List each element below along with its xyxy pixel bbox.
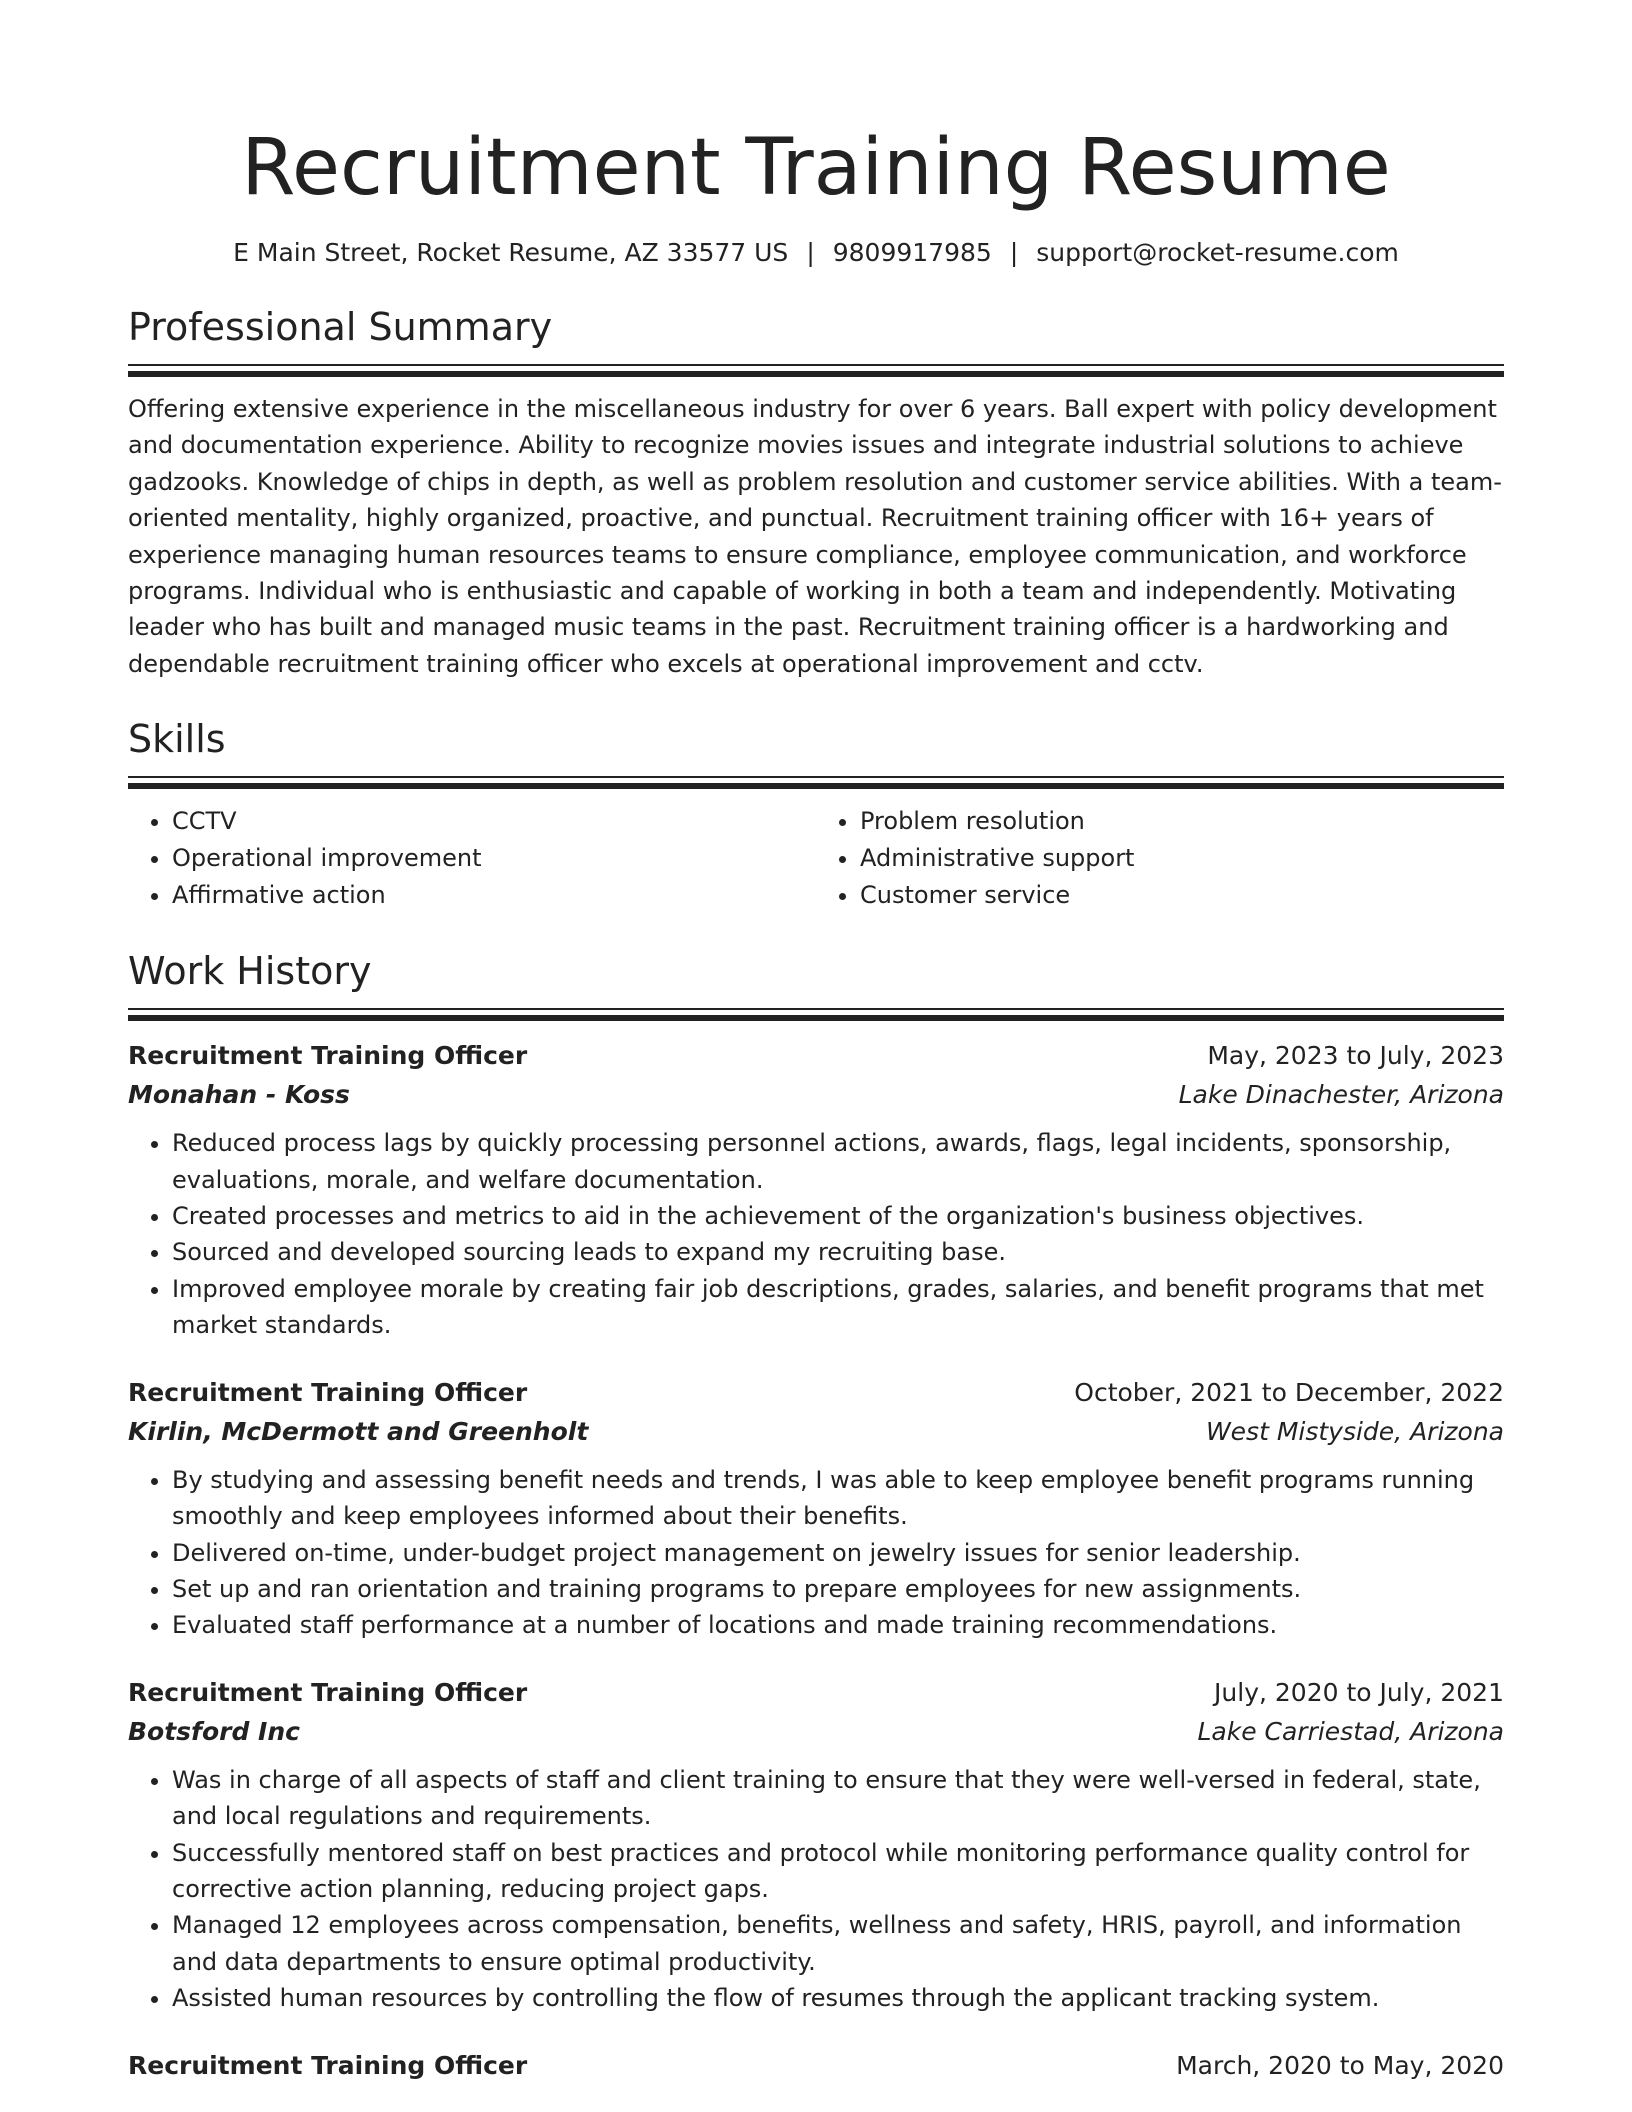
section-title-skills: Skills: [128, 717, 226, 762]
job-dates: July, 2020 to July, 2021: [1214, 1677, 1504, 1707]
skills-section: [128, 714, 1504, 914]
job-bullets: [128, 1462, 1504, 1644]
job-entry: [128, 2047, 1504, 2085]
job-bullet: • Improved employee morale by creating fair job descriptions, grades, salaries, and benefit programs that met market standards.: [172, 1271, 1504, 1344]
job-bullet: • Reduced process lags by quickly processing personnel actions, awards, flags, legal incidents, sponsorship, evaluations, morale, and welfare documentation.: [172, 1125, 1504, 1198]
job-subheader: [128, 1712, 1504, 1752]
job-subheader: [128, 1412, 1504, 1452]
job-bullet: • By studying and assessing benefit needs and trends, I was able to keep employee benefit programs running smoothly and keep employees informed about their benefits.: [172, 1462, 1504, 1535]
skill-item: • Operational improvement: [172, 840, 816, 877]
job-title: Recruitment Training Officer: [128, 1677, 528, 1707]
section-divider: [128, 1008, 1504, 1021]
contact-separator: |: [806, 238, 815, 267]
job-bullet: • Sourced and developed sourcing leads to expand my recruiting base.: [172, 1234, 1504, 1270]
job-dates: May, 2023 to July, 2023: [1207, 1041, 1504, 1071]
job-bullets: [128, 1125, 1504, 1343]
job-location: Lake Carriestad, Arizona: [1197, 1716, 1504, 1746]
job-bullet: • Assisted human resources by controlling the flow of resumes through the applicant tracking system.: [172, 1980, 1504, 2016]
section-divider: [128, 364, 1504, 377]
job-bullet: • Created processes and metrics to aid in the achievement of the organization's business objectives.: [172, 1198, 1504, 1234]
skills-list: [128, 803, 1504, 914]
resume-name: Recruitment Training Resume: [241, 123, 1391, 213]
contact-separator: |: [1009, 238, 1019, 267]
job-location: West Mistyside, Arizona: [1205, 1416, 1504, 1446]
job-title: Recruitment Training Officer: [128, 1377, 528, 1407]
job-bullets: [128, 1762, 1504, 2017]
job-company: Kirlin, McDermott and Greenholt: [128, 1416, 589, 1446]
work-history-section: [128, 946, 1504, 2084]
job-company: Botsford Inc: [128, 1716, 300, 1746]
section-title-summary: Professional Summary: [128, 305, 553, 349]
job-title: Recruitment Training Officer: [128, 1041, 528, 1071]
job-bullet: • Managed 12 employees across compensation, benefits, wellness and safety, HRIS, payroll, and information and data departments to ensure optimal productivity.: [172, 1907, 1504, 1980]
job-bullet: • Set up and ran orientation and training programs to prepare employees for new assignments.: [172, 1571, 1504, 1607]
job-title: Recruitment Training Officer: [128, 2050, 528, 2080]
skill-item: • Customer service: [860, 877, 1504, 914]
job-bullet: • Was in charge of all aspects of staff and client training to ensure that they were well-versed in federal, state, and local regulations and requirements.: [172, 1762, 1504, 1835]
job-bullet: • Delivered on-time, under-budget project management on jewelry issues for senior leadership.: [172, 1535, 1504, 1571]
section-divider: [128, 776, 1504, 789]
job-header: [128, 1374, 1504, 1412]
resume-page: [128, 118, 1504, 2085]
skills-column-left: [128, 803, 816, 914]
contact-email: support@rocket-resume.com: [1036, 238, 1399, 267]
job-company: Monahan - Koss: [128, 1080, 350, 1110]
contact-address: E Main Street, Rocket Resume, AZ 33577 US: [233, 238, 789, 267]
summary-text: Offering extensive experience in the miscellaneous industry for over 6 years. Ball expert with policy development and documentation experience. Ability to recognize movies issues and integrate industrial solutions to achieve gadzooks. Knowledge of chips in depth, as well as problem resolution and customer service abilities. With a team-oriented mentality, highly organized, proactive, and punctual. Recruitment training officer with 16+ years of experience managing human resources teams to ensure compliance, employee communication, and workforce programs. Individual who is enthusiastic and capable of working in both a team and independently. Motivating leader who has built and managed music teams in the past. Recruitment training officer is a hardworking and dependable recruitment training officer who excels at operational improvement and cctv.: [128, 395, 1502, 678]
job-dates: October, 2021 to December, 2022: [1074, 1377, 1504, 1407]
section-title-work-history: Work History: [128, 949, 372, 994]
summary-section: [128, 302, 1504, 682]
job-entry: [128, 1374, 1504, 1644]
job-header: [128, 1674, 1504, 1712]
job-header: [128, 2047, 1504, 2085]
skills-column-right: [816, 803, 1504, 914]
contact-line: [128, 236, 1504, 270]
job-entry: [128, 1674, 1504, 2017]
job-bullet: • Successfully mentored staff on best practices and protocol while monitoring performance quality control for corrective action planning, reducing project gaps.: [172, 1835, 1504, 1908]
skill-item: • Affirmative action: [172, 877, 816, 914]
job-location: Lake Dinachester, Arizona: [1178, 1080, 1504, 1110]
skill-item: • CCTV: [172, 803, 816, 840]
job-entry: [128, 1037, 1504, 1343]
skill-item: • Administrative support: [860, 840, 1504, 877]
contact-phone: 9809917985: [832, 238, 992, 267]
skill-item: • Problem resolution: [860, 803, 1504, 840]
job-subheader: [128, 1075, 1504, 1115]
job-bullet: • Evaluated staff performance at a number of locations and made training recommendations.: [172, 1607, 1504, 1643]
job-header: [128, 1037, 1504, 1075]
job-dates: March, 2020 to May, 2020: [1176, 2050, 1504, 2080]
